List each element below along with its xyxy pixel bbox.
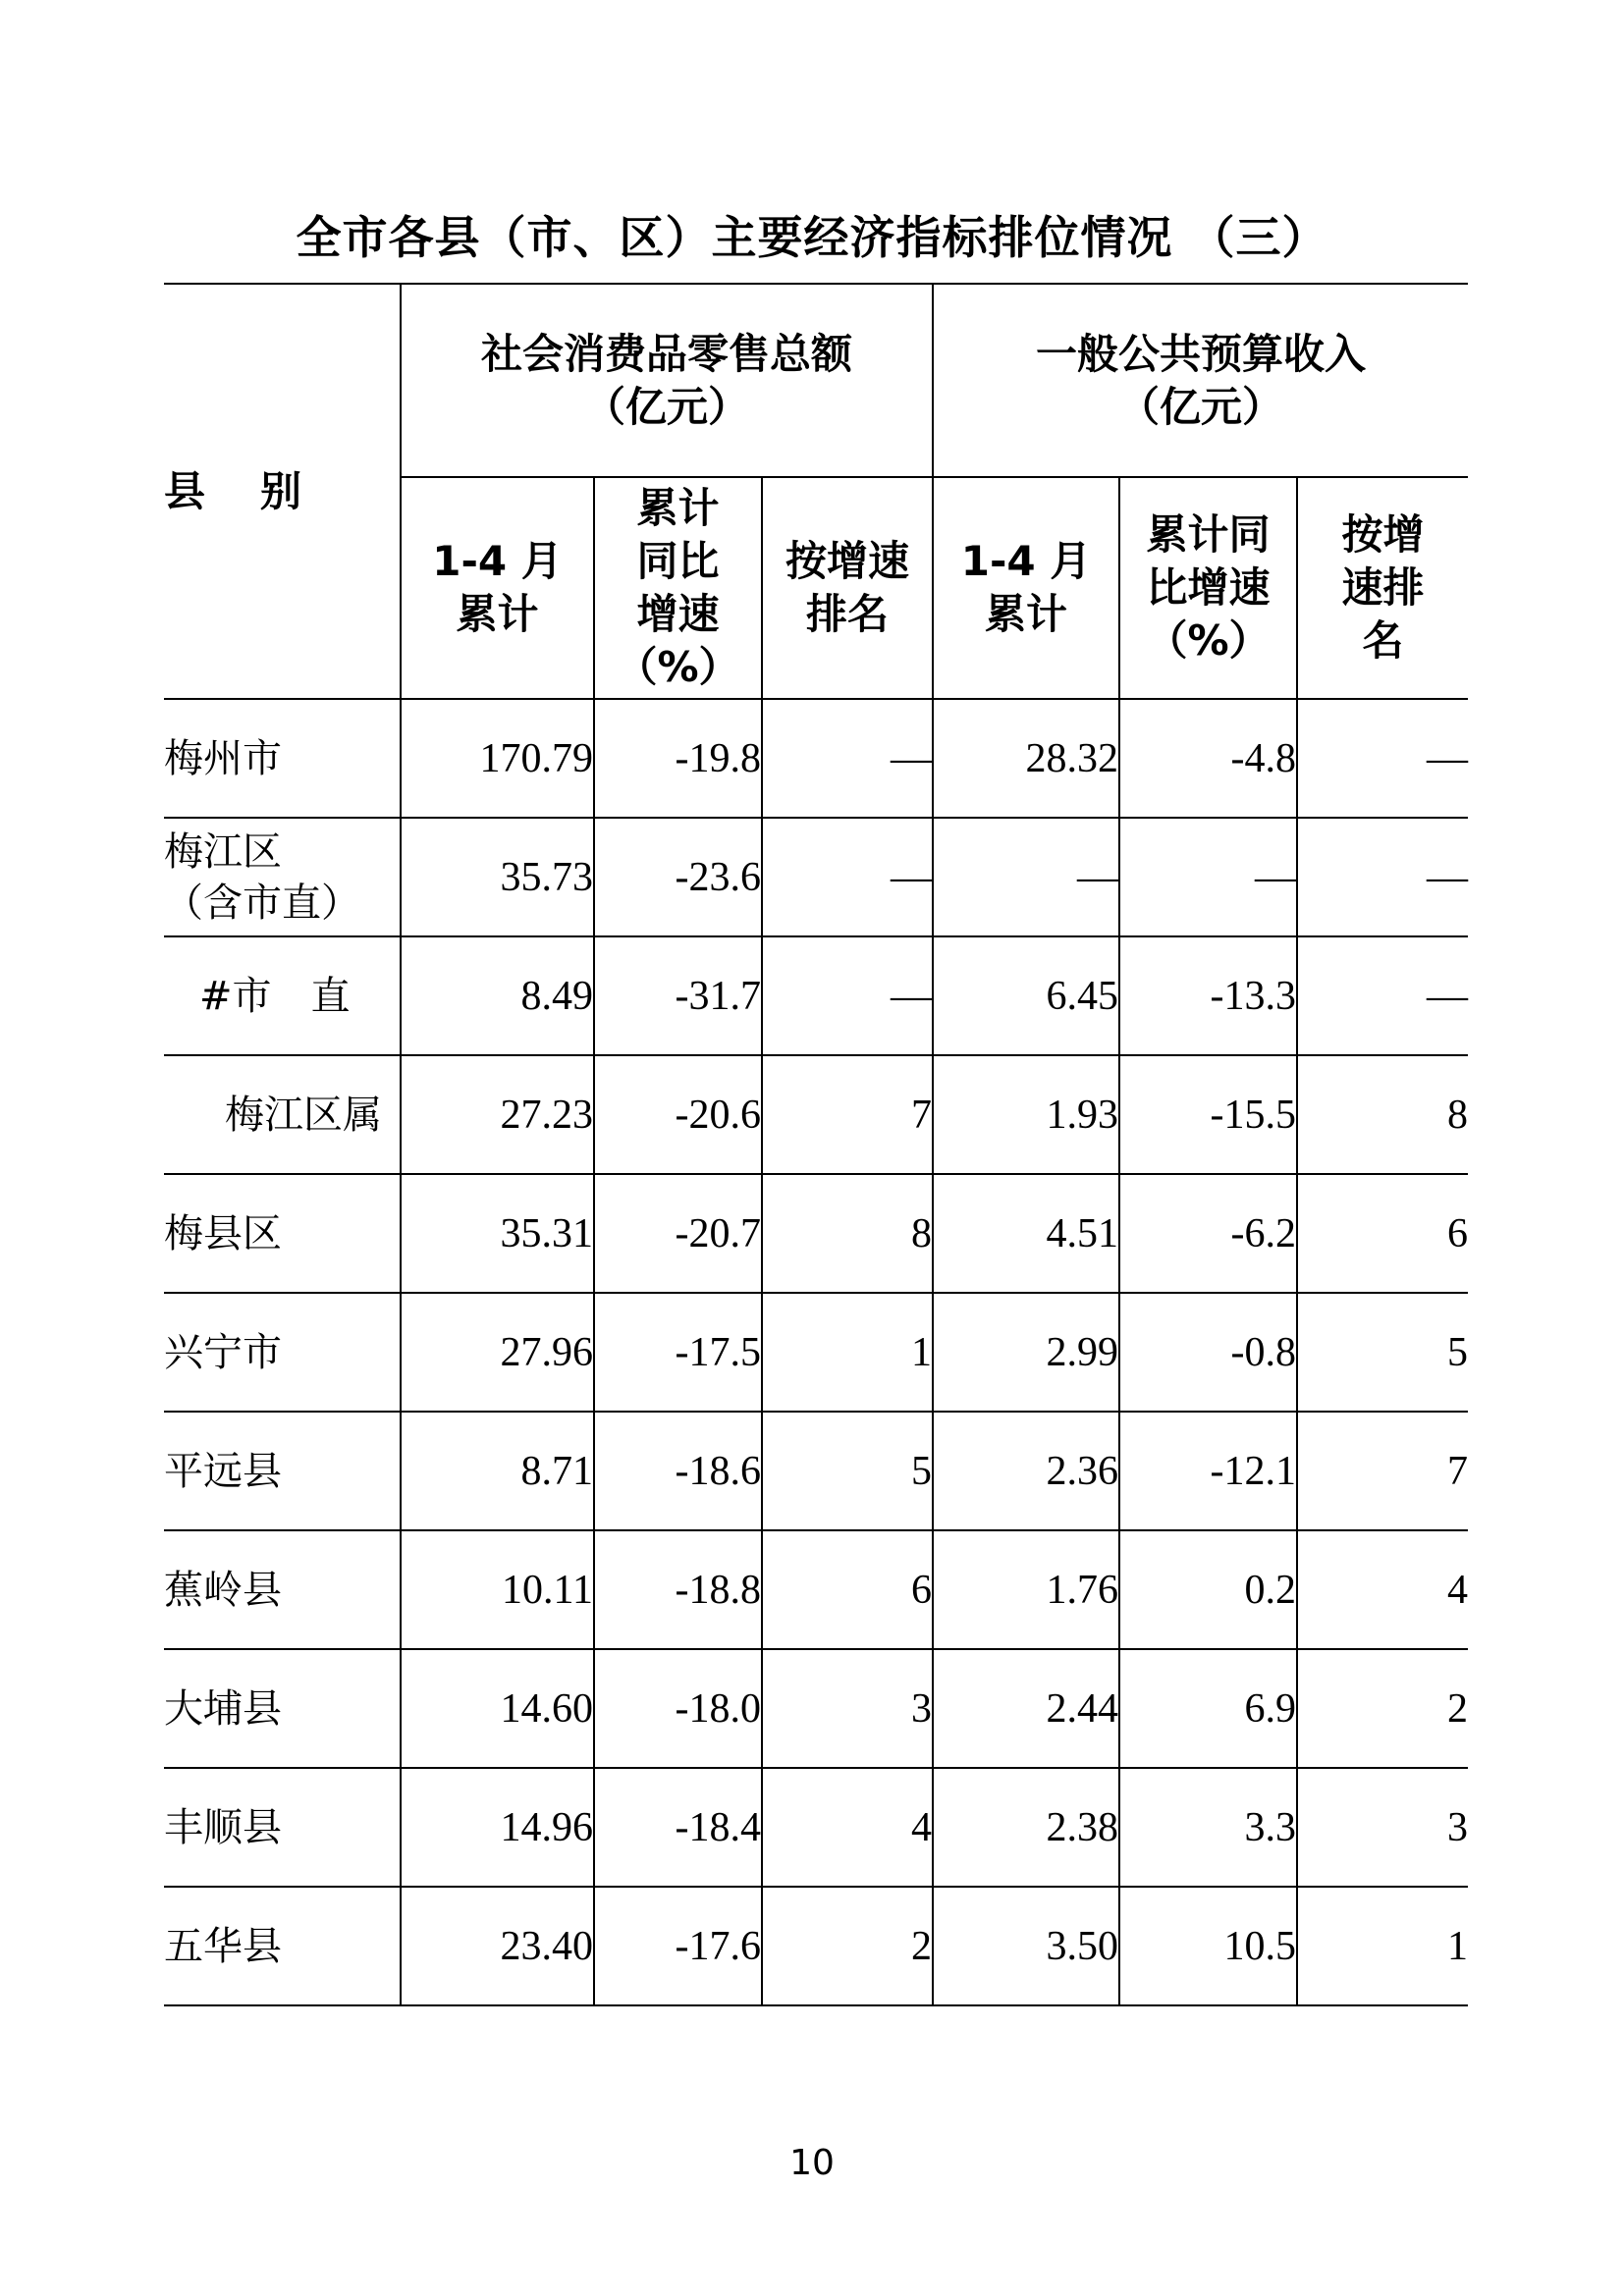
budget-revenue-group-header — [933, 284, 1468, 477]
budget-cumulative-cell: 2.38 — [933, 1768, 1119, 1887]
retail-cumulative-cell: 35.31 — [401, 1174, 594, 1293]
budget-rank-cell: 6 — [1297, 1174, 1468, 1293]
region-column-header: 县 别 — [164, 284, 401, 699]
retail-growth-cell: -17.5 — [594, 1293, 762, 1412]
region-name-cell: #市 直 — [164, 936, 401, 1055]
retail-cumulative-cell: 8.71 — [401, 1412, 594, 1530]
region-name-cell: 兴宁市 — [164, 1293, 401, 1412]
table-row — [164, 1649, 1468, 1768]
table-row — [164, 936, 1468, 1055]
table-header — [164, 284, 1468, 699]
budget-growth-cell: 10.5 — [1119, 1887, 1297, 2005]
retail-growth-cell: -18.8 — [594, 1530, 762, 1649]
budget-revenue-unit: （亿元） — [1118, 382, 1284, 431]
retail-rank-cell: 8 — [762, 1174, 933, 1293]
region-name-cell: 梅州市 — [164, 699, 401, 818]
retail-growth-cell: -20.6 — [594, 1055, 762, 1174]
region-name-cell: 梅江区属 — [164, 1055, 401, 1174]
budget-growth-cell: -15.5 — [1119, 1055, 1297, 1174]
retail-cumulative-cell: 14.60 — [401, 1649, 594, 1768]
budget-growth-cell: -6.2 — [1119, 1174, 1297, 1293]
budget-cumulative-cell: — — [933, 818, 1119, 936]
budget-cumulative-cell: 2.36 — [933, 1412, 1119, 1530]
retail-cumulative-cell: 8.49 — [401, 936, 594, 1055]
table-row — [164, 1530, 1468, 1649]
retail-sales-group-header — [401, 284, 933, 477]
table-body — [164, 699, 1468, 2005]
page-number: 10 — [789, 2143, 835, 2183]
budget-growth-cell: -4.8 — [1119, 699, 1297, 818]
budget-growth-header: 累计同 比增速 （%） — [1119, 477, 1297, 699]
retail-rank-cell: — — [762, 699, 933, 818]
table-row — [164, 1768, 1468, 1887]
retail-cumulative-cell: 14.96 — [401, 1768, 594, 1887]
table-row — [164, 1412, 1468, 1530]
retail-cumulative-cell: 10.11 — [401, 1530, 594, 1649]
retail-cumulative-cell: 27.96 — [401, 1293, 594, 1412]
budget-cumulative-cell: 6.45 — [933, 936, 1119, 1055]
budget-growth-cell: -12.1 — [1119, 1412, 1297, 1530]
budget-rank-cell: 8 — [1297, 1055, 1468, 1174]
budget-growth-cell: 6.9 — [1119, 1649, 1297, 1768]
budget-growth-cell: — — [1119, 818, 1297, 936]
indicator-ranking-table — [164, 283, 1468, 2006]
region-name-cell: 丰顺县 — [164, 1768, 401, 1887]
retail-rank-cell: 3 — [762, 1649, 933, 1768]
budget-revenue-title: 一般公共预算收入 — [1036, 329, 1367, 378]
retail-cumulative-cell: 23.40 — [401, 1887, 594, 2005]
retail-rank-cell: 2 — [762, 1887, 933, 2005]
budget-cumulative-cell: 2.99 — [933, 1293, 1119, 1412]
region-name-cell: 蕉岭县 — [164, 1530, 401, 1649]
retail-rank-cell: 1 — [762, 1293, 933, 1412]
budget-growth-cell: -13.3 — [1119, 936, 1297, 1055]
region-name-cell: 平远县 — [164, 1412, 401, 1530]
region-name-cell: 五华县 — [164, 1887, 401, 2005]
budget-rank-cell: 7 — [1297, 1412, 1468, 1530]
retail-growth-cell: -19.8 — [594, 699, 762, 818]
budget-rank-cell: 1 — [1297, 1887, 1468, 2005]
budget-growth-cell: -0.8 — [1119, 1293, 1297, 1412]
budget-rank-cell: 5 — [1297, 1293, 1468, 1412]
budget-cumulative-cell: 1.76 — [933, 1530, 1119, 1649]
table-row — [164, 1055, 1468, 1174]
retail-growth-cell: -18.4 — [594, 1768, 762, 1887]
budget-cumulative-cell: 4.51 — [933, 1174, 1119, 1293]
budget-cumulative-cell: 2.44 — [933, 1649, 1119, 1768]
retail-growth-cell: -18.0 — [594, 1649, 762, 1768]
budget-cumulative-cell: 28.32 — [933, 699, 1119, 818]
budget-rank-header: 按增 速排 名 — [1297, 477, 1468, 699]
table-row — [164, 1887, 1468, 2005]
retail-rank-cell: 4 — [762, 1768, 933, 1887]
region-name-cell: 大埔县 — [164, 1649, 401, 1768]
retail-cumulative-cell: 27.23 — [401, 1055, 594, 1174]
retail-growth-cell: -17.6 — [594, 1887, 762, 2005]
budget-growth-cell: 0.2 — [1119, 1530, 1297, 1649]
budget-cumulative-header: 1-4 月 累计 — [933, 477, 1119, 699]
page-title: 全市各县（市、区）主要经济指标排位情况 （三） — [296, 211, 1328, 264]
table-row — [164, 1174, 1468, 1293]
table-row — [164, 1293, 1468, 1412]
budget-rank-cell: 2 — [1297, 1649, 1468, 1768]
budget-cumulative-cell: 3.50 — [933, 1887, 1119, 2005]
retail-rank-cell: 7 — [762, 1055, 933, 1174]
budget-rank-cell: — — [1297, 818, 1468, 936]
retail-growth-cell: -20.7 — [594, 1174, 762, 1293]
region-name-cell: 梅县区 — [164, 1174, 401, 1293]
retail-sales-title: 社会消费品零售总额 — [480, 329, 852, 378]
retail-rank-header: 按增速 排名 — [762, 477, 933, 699]
retail-growth-header: 累计 同比 增速 （%） — [594, 477, 762, 699]
budget-rank-cell: 3 — [1297, 1768, 1468, 1887]
retail-growth-cell: -23.6 — [594, 818, 762, 936]
region-name-cell: 梅江区 （含市直） — [164, 818, 401, 936]
retail-rank-cell: 6 — [762, 1530, 933, 1649]
retail-rank-cell: 5 — [762, 1412, 933, 1530]
retail-cumulative-cell: 170.79 — [401, 699, 594, 818]
retail-growth-cell: -18.6 — [594, 1412, 762, 1530]
budget-rank-cell: — — [1297, 699, 1468, 818]
retail-cumulative-cell: 35.73 — [401, 818, 594, 936]
budget-cumulative-cell: 1.93 — [933, 1055, 1119, 1174]
retail-rank-cell: — — [762, 818, 933, 936]
table-row — [164, 818, 1468, 936]
retail-sales-unit: （亿元） — [583, 382, 749, 431]
budget-rank-cell: 4 — [1297, 1530, 1468, 1649]
table-row — [164, 699, 1468, 818]
retail-growth-cell: -31.7 — [594, 936, 762, 1055]
retail-cumulative-header: 1-4 月 累计 — [401, 477, 594, 699]
retail-rank-cell: — — [762, 936, 933, 1055]
budget-growth-cell: 3.3 — [1119, 1768, 1297, 1887]
budget-rank-cell: — — [1297, 936, 1468, 1055]
